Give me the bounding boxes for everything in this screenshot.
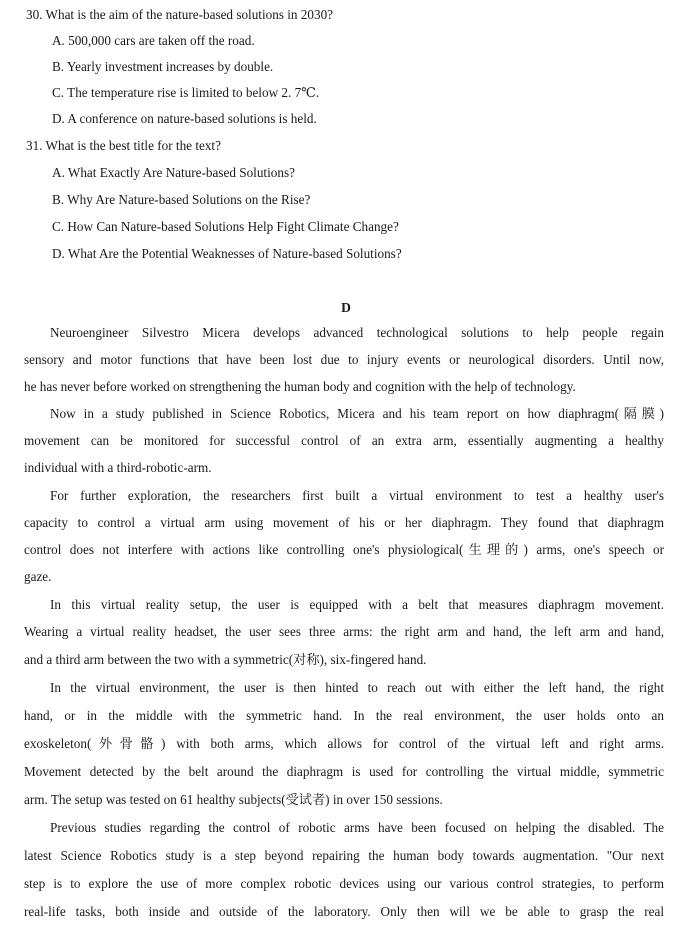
paragraph-6-line-4: real-life tasks, both inside and outside of the laboratory. Only then will we be able to grasp the real (24, 904, 664, 919)
paragraph-3-line-2: capacity to control a virtual arm using movement of his or her diaphragm. They found that diaphragm (24, 515, 664, 530)
paragraph-2-line-1: Now in a study published in Science Robotics, Micera and his team report on how diaphragm(隔膜) (50, 406, 664, 421)
paragraph-5-line-3: exoskeleton(外骨骼) with both arms, which allows for control of the virtual left and right arms. (24, 736, 664, 751)
question-30-option-a: A. 500,000 cars are taken off the road. (52, 33, 255, 48)
paragraph-3-line-3: control does not interfere with actions like controlling one's physiological(生理的) arms, one's speech or (24, 542, 664, 557)
question-31-stem: 31. What is the best title for the text? (26, 138, 221, 153)
question-30-option-d: D. A conference on nature-based solutions is held. (52, 111, 317, 126)
question-31-option-b: B. Why Are Nature-based Solutions on the Rise? (52, 192, 311, 207)
paragraph-5-line-2: hand, or in the middle with the symmetric hand. In the real environment, the user holds onto an (24, 708, 664, 723)
paragraph-5-line-5: arm. The setup was tested on 61 healthy subjects(受试者) in over 150 sessions. (24, 792, 443, 807)
paragraph-4-line-1: In this virtual reality setup, the user is equipped with a belt that measures diaphragm movement. (50, 597, 664, 612)
paragraph-2-line-3: individual with a third-robotic-arm. (24, 460, 212, 475)
paragraph-6-line-1: Previous studies regarding the control of robotic arms have been focused on helping the disabled. The (50, 820, 664, 835)
paragraph-4-line-3: and a third arm between the two with a symmetric(对称), six-fingered hand. (24, 652, 427, 667)
paragraph-5-line-1: In the virtual environment, the user is then hinted to reach out with either the left hand, the right (50, 680, 664, 695)
paragraph-3-line-1: For further exploration, the researchers first built a virtual environment to test a healthy user's (50, 488, 664, 503)
question-31-option-d: D. What Are the Potential Weaknesses of Nature-based Solutions? (52, 246, 402, 261)
question-31-option-c: C. How Can Nature-based Solutions Help Fight Climate Change? (52, 219, 399, 234)
paragraph-1-line-1: Neuroengineer Silvestro Micera develops advanced technological solutions to help people regain (50, 325, 664, 340)
paragraph-4-line-2: Wearing a virtual reality headset, the user sees three arms: the right arm and hand, the left arm and hand, (24, 624, 664, 639)
section-heading: D (341, 300, 351, 315)
paragraph-3-line-4: gaze. (24, 569, 52, 584)
paragraph-2-line-2: movement can be monitored for successful control of an extra arm, essentially augmenting a healthy (24, 433, 664, 448)
paragraph-1-line-2: sensory and motor functions that have been lost due to injury events or neurological disorders. Until now, (24, 352, 664, 367)
paragraph-5-line-4: Movement detected by the belt around the diaphragm is used for controlling the virtual middle, symmetric (24, 764, 664, 779)
paragraph-6-line-3: step is to explore the use of more complex robotic devices using our various control strategies, to perform (24, 876, 664, 891)
paragraph-1-line-3: he has never before worked on strengthening the human body and cognition with the help of technology. (24, 379, 576, 394)
question-31-option-a: A. What Exactly Are Nature-based Solutions? (52, 165, 295, 180)
question-30-stem: 30. What is the aim of the nature-based solutions in 2030? (26, 7, 334, 22)
question-30-option-b: B. Yearly investment increases by double. (52, 59, 274, 74)
question-30-option-c: C. The temperature rise is limited to below 2. 7℃. (52, 85, 320, 100)
paragraph-6-line-2: latest Science Robotics study is a step beyond repairing the human body towards augmentation. "Our next (24, 848, 664, 863)
